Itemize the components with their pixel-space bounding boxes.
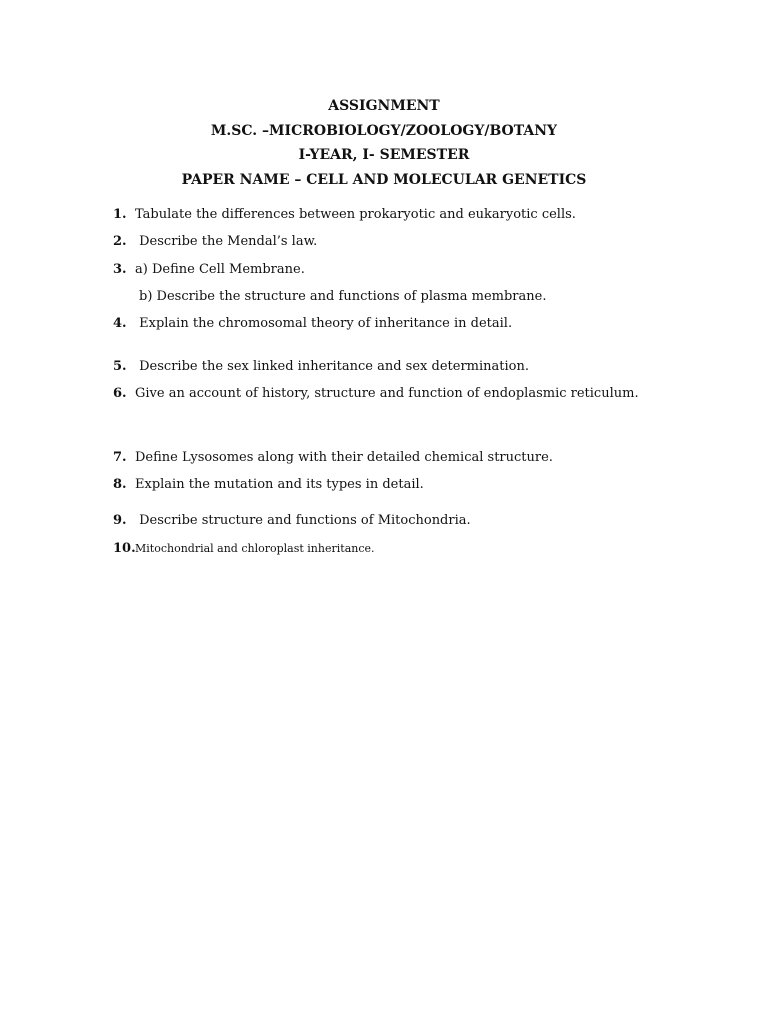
question-text: Define Lysosomes along with their detailed chemical structure. — [135, 450, 553, 465]
question-2 — [113, 234, 317, 250]
question-text: Give an account of history, structure and function of endoplasmic reticulum. — [135, 386, 639, 401]
question-text: Describe structure and functions of Mitochondria. — [135, 513, 471, 528]
question-number: 1. — [113, 207, 127, 222]
question-text: Explain the mutation and its types in detail. — [135, 477, 424, 492]
question-number: 4. — [113, 316, 127, 331]
question-3-subpart: b) Describe the structure and functions of plasma membrane. — [139, 289, 547, 304]
header-year-semester: I-YEAR, I- SEMESTER — [298, 147, 470, 163]
header-paper-name: PAPER NAME – CELL AND MOLECULAR GENETICS — [181, 171, 587, 188]
question-text: a) Define Cell Membrane. — [135, 262, 305, 277]
question-7 — [113, 450, 553, 466]
question-number: 5. — [113, 359, 127, 374]
question-text: Tabulate the differences between prokaryotic and eukaryotic cells. — [135, 207, 576, 222]
header-title: ASSIGNMENT — [328, 98, 440, 114]
question-5 — [113, 359, 529, 375]
question-text: Describe the Mendal’s law. — [135, 234, 318, 249]
question-6 — [113, 386, 639, 402]
question-9 — [113, 513, 471, 529]
question-number: 9. — [113, 513, 127, 528]
question-text: Describe the sex linked inheritance and sex determination. — [135, 359, 529, 374]
question-number: 10. — [113, 541, 136, 556]
question-4 — [113, 316, 512, 332]
question-number: 6. — [113, 386, 127, 401]
question-number: 7. — [113, 450, 127, 465]
question-3 — [113, 262, 305, 278]
question-number: 2. — [113, 234, 127, 249]
question-text: Mitochondrial and chloroplast inheritance. — [135, 542, 375, 555]
assignment-header — [0, 94, 768, 192]
question-8 — [113, 477, 424, 493]
header-program: M.SC. –MICROBIOLOGY/ZOOLOGY/BOTANY — [210, 122, 558, 139]
question-number: 3. — [113, 262, 127, 277]
question-number: 8. — [113, 477, 127, 492]
question-1 — [113, 207, 576, 223]
question-10 — [113, 541, 375, 557]
question-text: Explain the chromosomal theory of inheritance in detail. — [135, 316, 513, 331]
